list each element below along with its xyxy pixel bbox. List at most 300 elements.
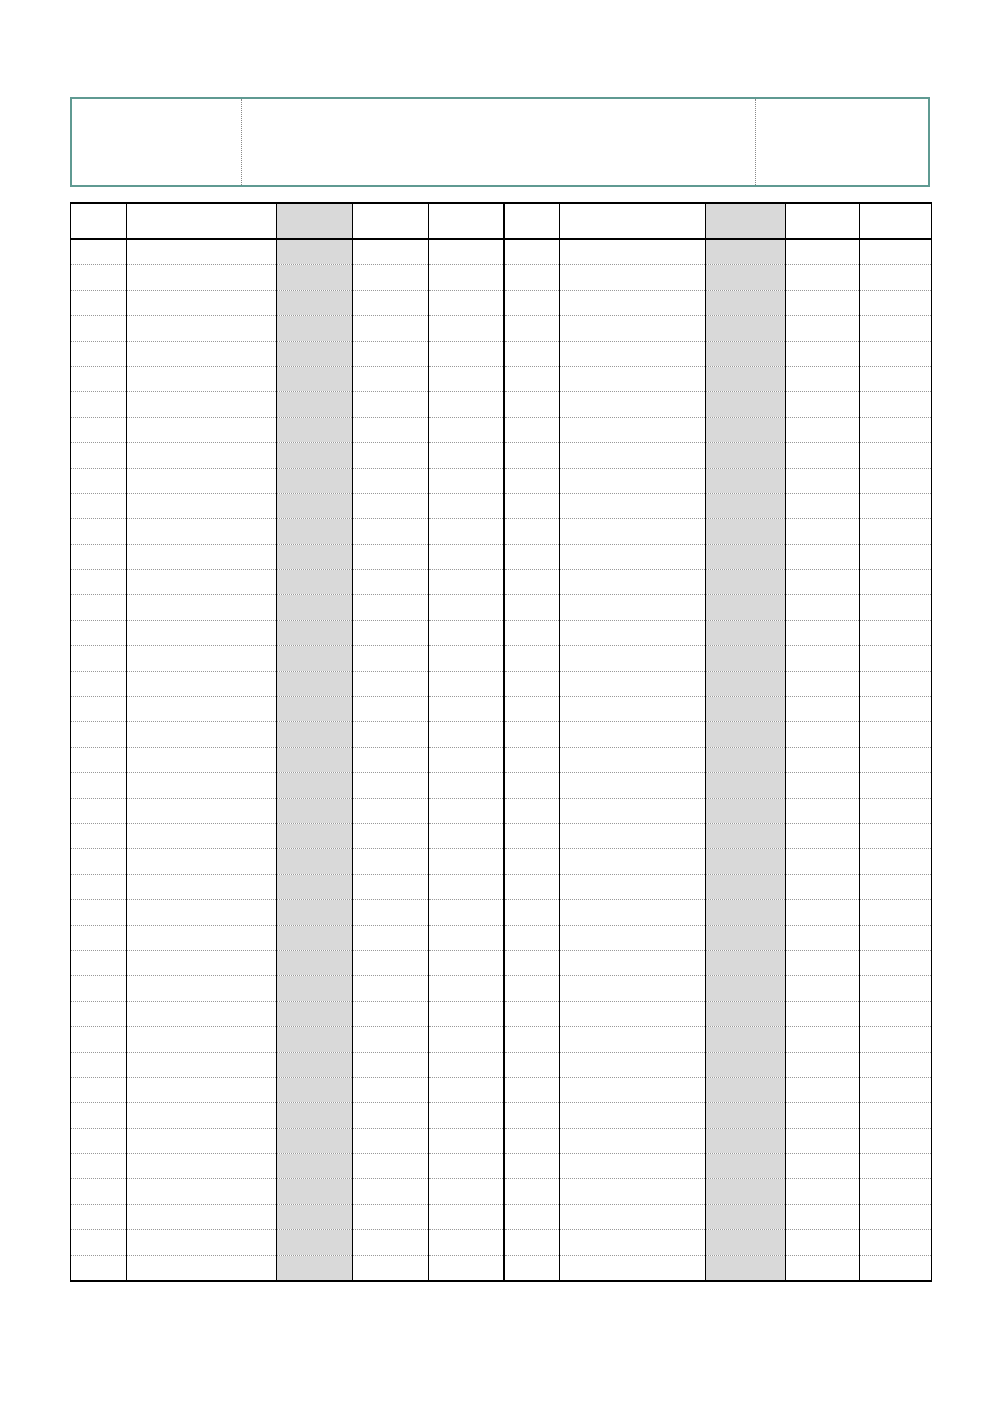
blank-cell [706, 697, 786, 722]
day-rainfall-cell [353, 798, 429, 823]
day-rainfall-cell [786, 1128, 860, 1153]
day-rainfall-cell [353, 722, 429, 747]
table-body [71, 239, 932, 1281]
blank-cell [706, 1255, 786, 1281]
total-rainfall-cell [429, 823, 504, 848]
station-name-cell [560, 671, 706, 696]
total-rainfall-cell [429, 316, 504, 341]
rank-cell [504, 544, 560, 569]
total-rainfall-cell [860, 1027, 932, 1052]
rank-cell [71, 823, 127, 848]
table-row [71, 747, 932, 772]
rank-cell [71, 1128, 127, 1153]
total-rainfall-cell [860, 290, 932, 315]
station-name-cell [127, 1128, 277, 1153]
station-name-cell [127, 925, 277, 950]
rank-cell [504, 290, 560, 315]
day-rainfall-cell [786, 1052, 860, 1077]
blank-cell [277, 671, 353, 696]
rank-cell [504, 366, 560, 391]
total-rainfall-cell [860, 392, 932, 417]
total-rainfall-cell [429, 1052, 504, 1077]
rank-cell [504, 1001, 560, 1026]
station-name-cell [127, 1001, 277, 1026]
station-name-cell [560, 341, 706, 366]
rank-cell [504, 570, 560, 595]
rank-cell [504, 823, 560, 848]
day-rainfall-cell [353, 773, 429, 798]
station-name-cell [560, 417, 706, 442]
rank-cell [71, 1103, 127, 1128]
station-name-cell [127, 1179, 277, 1204]
total-rainfall-cell [429, 468, 504, 493]
day-rainfall-cell [353, 874, 429, 899]
rank-cell [71, 595, 127, 620]
total-rainfall-cell [860, 493, 932, 518]
total-rainfall-cell [429, 265, 504, 290]
blank-cell [706, 900, 786, 925]
station-name-cell [560, 519, 706, 544]
table-row [71, 1255, 932, 1281]
blank-cell [706, 544, 786, 569]
blank-cell [277, 265, 353, 290]
report-header [70, 97, 930, 187]
day-rainfall-cell [353, 1204, 429, 1229]
day-rainfall-cell [353, 849, 429, 874]
station-name-cell [560, 798, 706, 823]
table-row [71, 849, 932, 874]
total-rainfall-cell [429, 417, 504, 442]
blank-cell [706, 1052, 786, 1077]
total-rainfall-cell [429, 697, 504, 722]
total-rainfall-cell [860, 316, 932, 341]
day-rainfall-cell [353, 316, 429, 341]
total-rainfall-cell [429, 722, 504, 747]
station-name-cell [127, 366, 277, 391]
station-name-cell [127, 620, 277, 645]
total-rainfall-cell [429, 1077, 504, 1102]
total-rainfall-cell [429, 366, 504, 391]
station-name-cell [127, 468, 277, 493]
department-block [72, 99, 242, 185]
rank-cell [504, 976, 560, 1001]
rank-cell [71, 341, 127, 366]
total-rainfall-cell [429, 620, 504, 645]
rank-cell [504, 900, 560, 925]
blank-cell [706, 493, 786, 518]
station-name-cell [127, 1027, 277, 1052]
station-name-cell [127, 443, 277, 468]
rank-cell [71, 849, 127, 874]
day-rainfall-cell [353, 1001, 429, 1026]
rank-cell [71, 722, 127, 747]
table-row [71, 239, 932, 265]
blank-cell [706, 646, 786, 671]
total-rainfall-cell [429, 1027, 504, 1052]
station-name-cell [560, 620, 706, 645]
table-row [71, 1103, 932, 1128]
table-row [71, 1204, 932, 1229]
rank-cell [71, 874, 127, 899]
header-total-left [429, 203, 504, 239]
rank-cell [504, 417, 560, 442]
total-rainfall-cell [860, 1204, 932, 1229]
station-name-cell [127, 671, 277, 696]
total-rainfall-cell [429, 646, 504, 671]
blank-cell [277, 595, 353, 620]
day-rainfall-cell [353, 1179, 429, 1204]
rank-cell [504, 1179, 560, 1204]
blank-cell [706, 950, 786, 975]
day-rainfall-cell [353, 620, 429, 645]
total-rainfall-cell [429, 900, 504, 925]
total-rainfall-cell [860, 1077, 932, 1102]
station-name-cell [560, 1052, 706, 1077]
blank-cell [277, 1204, 353, 1229]
rank-cell [71, 1204, 127, 1229]
station-name-cell [560, 1128, 706, 1153]
table-row [71, 773, 932, 798]
rank-cell [71, 316, 127, 341]
station-name-cell [560, 265, 706, 290]
total-rainfall-cell [429, 544, 504, 569]
rank-cell [71, 544, 127, 569]
station-name-cell [560, 950, 706, 975]
day-rainfall-cell [353, 1255, 429, 1281]
day-rainfall-cell [786, 1103, 860, 1128]
station-name-cell [560, 443, 706, 468]
rank-cell [71, 798, 127, 823]
day-rainfall-cell [353, 1052, 429, 1077]
table-row [71, 1001, 932, 1026]
blank-cell [277, 1052, 353, 1077]
day-rainfall-cell [786, 697, 860, 722]
station-name-cell [560, 976, 706, 1001]
blank-cell [706, 417, 786, 442]
rank-cell [71, 493, 127, 518]
station-name-cell [127, 1077, 277, 1102]
blank-cell [277, 620, 353, 645]
station-name-cell [127, 874, 277, 899]
table-row [71, 697, 932, 722]
day-rainfall-cell [786, 747, 860, 772]
blank-cell [277, 392, 353, 417]
rank-cell [504, 874, 560, 899]
rank-cell [71, 1077, 127, 1102]
blank-cell [706, 798, 786, 823]
total-rainfall-cell [429, 1255, 504, 1281]
total-rainfall-cell [429, 671, 504, 696]
station-name-cell [560, 239, 706, 265]
station-name-cell [560, 722, 706, 747]
station-name-cell [560, 493, 706, 518]
blank-cell [277, 849, 353, 874]
station-name-cell [560, 468, 706, 493]
table-row [71, 316, 932, 341]
total-rainfall-cell [429, 773, 504, 798]
station-name-cell [127, 1255, 277, 1281]
station-name-cell [127, 950, 277, 975]
blank-cell [277, 1230, 353, 1255]
rank-cell [71, 976, 127, 1001]
blank-cell [277, 773, 353, 798]
day-rainfall-cell [353, 646, 429, 671]
day-rainfall-cell [786, 417, 860, 442]
total-rainfall-cell [429, 493, 504, 518]
blank-cell [277, 290, 353, 315]
blank-cell [277, 976, 353, 1001]
station-name-cell [127, 570, 277, 595]
blank-cell [706, 925, 786, 950]
day-rainfall-cell [786, 239, 860, 265]
day-rainfall-cell [353, 1128, 429, 1153]
total-rainfall-cell [429, 1204, 504, 1229]
rank-cell [71, 519, 127, 544]
station-name-cell [127, 265, 277, 290]
day-rainfall-cell [786, 1154, 860, 1179]
contact-block [756, 99, 928, 185]
total-rainfall-cell [860, 595, 932, 620]
total-rainfall-cell [429, 925, 504, 950]
blank-cell [706, 290, 786, 315]
total-rainfall-cell [429, 290, 504, 315]
day-rainfall-cell [353, 341, 429, 366]
total-rainfall-cell [860, 1128, 932, 1153]
total-rainfall-cell [429, 1001, 504, 1026]
blank-cell [277, 798, 353, 823]
station-name-cell [560, 1001, 706, 1026]
blank-cell [706, 392, 786, 417]
rainfall-table-container [70, 202, 931, 1282]
rank-cell [504, 1154, 560, 1179]
blank-cell [706, 595, 786, 620]
rank-cell [71, 265, 127, 290]
rank-cell [71, 239, 127, 265]
rank-cell [504, 747, 560, 772]
day-rainfall-cell [786, 290, 860, 315]
rank-cell [504, 671, 560, 696]
total-rainfall-cell [860, 900, 932, 925]
blank-cell [277, 570, 353, 595]
blank-cell [277, 1027, 353, 1052]
rank-cell [71, 671, 127, 696]
day-rainfall-cell [786, 493, 860, 518]
table-row [71, 646, 932, 671]
blank-cell [706, 620, 786, 645]
table-row [71, 290, 932, 315]
rank-cell [71, 646, 127, 671]
table-row [71, 950, 932, 975]
day-rainfall-cell [353, 570, 429, 595]
day-rainfall-cell [786, 950, 860, 975]
day-rainfall-cell [786, 823, 860, 848]
title-block [242, 99, 756, 185]
day-rainfall-cell [786, 1077, 860, 1102]
total-rainfall-cell [429, 1128, 504, 1153]
rank-cell [504, 239, 560, 265]
table-row [71, 417, 932, 442]
table-row [71, 341, 932, 366]
table-row [71, 798, 932, 823]
blank-cell [706, 519, 786, 544]
day-rainfall-cell [353, 747, 429, 772]
table-row [71, 493, 932, 518]
station-name-cell [127, 823, 277, 848]
total-rainfall-cell [860, 1001, 932, 1026]
station-name-cell [560, 1154, 706, 1179]
total-rainfall-cell [429, 950, 504, 975]
total-rainfall-cell [860, 849, 932, 874]
station-name-cell [127, 773, 277, 798]
total-rainfall-cell [860, 722, 932, 747]
rank-cell [504, 1077, 560, 1102]
blank-cell [706, 239, 786, 265]
total-rainfall-cell [860, 697, 932, 722]
day-rainfall-cell [786, 900, 860, 925]
rank-cell [504, 697, 560, 722]
blank-cell [277, 1179, 353, 1204]
blank-cell [706, 570, 786, 595]
rank-cell [71, 1230, 127, 1255]
day-rainfall-cell [786, 595, 860, 620]
table-row [71, 265, 932, 290]
day-rainfall-cell [353, 1077, 429, 1102]
rank-cell [71, 290, 127, 315]
rainfall-ranking-table [70, 202, 932, 1282]
blank-cell [706, 341, 786, 366]
blank-cell [277, 443, 353, 468]
blank-cell [706, 1001, 786, 1026]
total-rainfall-cell [860, 950, 932, 975]
blank-cell [706, 1230, 786, 1255]
blank-cell [277, 366, 353, 391]
station-name-cell [127, 976, 277, 1001]
station-name-cell [127, 798, 277, 823]
rank-cell [504, 595, 560, 620]
total-rainfall-cell [429, 874, 504, 899]
day-rainfall-cell [786, 925, 860, 950]
day-rainfall-cell [786, 874, 860, 899]
blank-cell [706, 366, 786, 391]
station-name-cell [127, 1230, 277, 1255]
station-name-cell [127, 290, 277, 315]
station-name-cell [560, 595, 706, 620]
total-rainfall-cell [860, 1255, 932, 1281]
rank-cell [71, 1179, 127, 1204]
station-name-cell [560, 290, 706, 315]
total-rainfall-cell [860, 417, 932, 442]
station-name-cell [127, 1103, 277, 1128]
total-rainfall-cell [429, 1154, 504, 1179]
total-rainfall-cell [429, 519, 504, 544]
blank-cell [277, 417, 353, 442]
total-rainfall-cell [860, 646, 932, 671]
total-rainfall-cell [429, 1179, 504, 1204]
blank-cell [277, 646, 353, 671]
station-name-cell [560, 849, 706, 874]
total-rainfall-cell [860, 519, 932, 544]
day-rainfall-cell [353, 823, 429, 848]
table-row [71, 722, 932, 747]
station-name-cell [560, 1179, 706, 1204]
rank-cell [71, 620, 127, 645]
blank-cell [277, 1001, 353, 1026]
day-rainfall-cell [353, 417, 429, 442]
day-rainfall-cell [786, 798, 860, 823]
station-name-cell [560, 925, 706, 950]
blank-cell [706, 722, 786, 747]
day-rainfall-cell [353, 697, 429, 722]
blank-cell [706, 1154, 786, 1179]
blank-cell [277, 493, 353, 518]
table-row [71, 1077, 932, 1102]
rank-cell [71, 1255, 127, 1281]
rank-cell [71, 747, 127, 772]
day-rainfall-cell [353, 265, 429, 290]
rank-cell [504, 493, 560, 518]
blank-cell [706, 1027, 786, 1052]
day-rainfall-cell [786, 620, 860, 645]
station-name-cell [560, 1230, 706, 1255]
blank-cell [277, 697, 353, 722]
blank-cell [277, 1077, 353, 1102]
day-rainfall-cell [353, 443, 429, 468]
rank-cell [504, 773, 560, 798]
blank-cell [706, 874, 786, 899]
header-day-left [353, 203, 429, 239]
rank-cell [504, 316, 560, 341]
station-name-cell [560, 316, 706, 341]
rank-cell [504, 849, 560, 874]
station-name-cell [127, 417, 277, 442]
total-rainfall-cell [860, 1179, 932, 1204]
rank-cell [504, 620, 560, 645]
rank-cell [71, 1001, 127, 1026]
blank-cell [277, 950, 353, 975]
total-rainfall-cell [429, 595, 504, 620]
day-rainfall-cell [786, 1230, 860, 1255]
table-row [71, 570, 932, 595]
station-name-cell [127, 722, 277, 747]
station-name-cell [127, 595, 277, 620]
station-name-cell [127, 747, 277, 772]
rank-cell [71, 392, 127, 417]
total-rainfall-cell [429, 443, 504, 468]
station-name-cell [560, 570, 706, 595]
day-rainfall-cell [353, 544, 429, 569]
day-rainfall-cell [353, 1154, 429, 1179]
station-name-cell [127, 392, 277, 417]
blank-cell [277, 1255, 353, 1281]
blank-cell [277, 239, 353, 265]
station-name-cell [560, 1027, 706, 1052]
station-name-cell [127, 900, 277, 925]
total-rainfall-cell [860, 1230, 932, 1255]
rank-cell [504, 1052, 560, 1077]
rank-cell [504, 519, 560, 544]
table-row [71, 1027, 932, 1052]
table-row [71, 1230, 932, 1255]
day-rainfall-cell [353, 595, 429, 620]
header-blank-left [277, 203, 353, 239]
station-name-cell [127, 1052, 277, 1077]
table-row [71, 1052, 932, 1077]
blank-cell [277, 1103, 353, 1128]
station-name-cell [127, 697, 277, 722]
rank-cell [504, 1103, 560, 1128]
day-rainfall-cell [353, 366, 429, 391]
rank-cell [504, 341, 560, 366]
